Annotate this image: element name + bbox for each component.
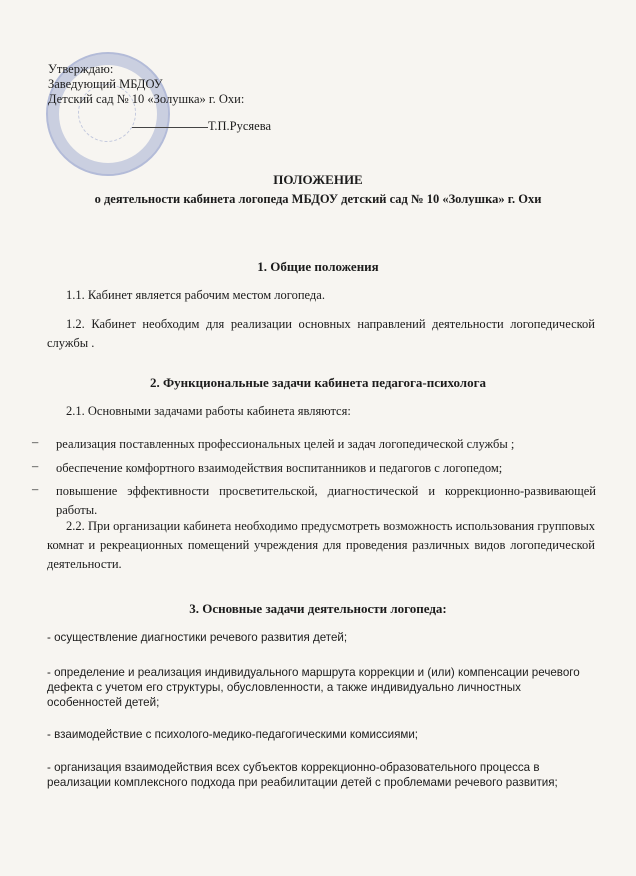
- signature-line: [48, 119, 271, 134]
- task-item-1: - осуществление диагностики речевого развития детей;: [47, 631, 348, 644]
- approval-line-2: Заведующий МБДОУ: [48, 77, 163, 91]
- section-2-heading: 2. Функциональные задачи кабинета педагога-психолога: [149, 375, 486, 390]
- signature-name: Т.П.Русяева: [208, 119, 271, 133]
- paragraph-2-2: 2.2. При организации кабинета необходимо предусмотреть возможность использования групповых комнат и рекреационных помещений учреждения для проведения различных видов логопедической деятельности.: [47, 519, 595, 571]
- bullet-item-3: повышение эффективности просветительской, диагностической и коррекционно-развивающей работы.: [56, 484, 596, 517]
- task-item-4: - организация взаимодействия всех субъектов коррекционно-образовательного процесса в реализации комплексного подхода при реабилитации детей с проблемами речевого развития;: [47, 761, 558, 789]
- section-1-heading: 1. Общие положения: [257, 259, 379, 274]
- bullet-dash: –: [32, 435, 39, 449]
- approval-block: [48, 62, 271, 134]
- approval-line-3: Детский сад № 10 «Золушка» г. Охи:: [48, 92, 245, 106]
- bullet-item-1: реализация поставленных профессиональных целей и задач логопедической службы ;: [56, 437, 515, 451]
- paragraph-1-1: 1.1. Кабинет является рабочим местом логопеда.: [66, 288, 325, 302]
- bullet-item-2: обеспечение комфортного взаимодействия воспитанников и педагогов с логопедом;: [56, 461, 503, 475]
- bullet-dash: –: [32, 459, 39, 473]
- paragraph-2-1: 2.1. Основными задачами работы кабинета являются:: [66, 404, 351, 418]
- task-item-2: - определение и реализация индивидуального маршрута коррекции и (или) компенсации речевого дефекта с учетом его структуры, обусловленности, а также индивидуально личностных особенностей детей;: [47, 666, 580, 709]
- task-item-3: - взаимодействие с психолого-медико-педагогическими комиссиями;: [47, 728, 419, 741]
- paragraph-1-2: 1.2. Кабинет необходим для реализации основных направлений деятельности логопедической службы .: [47, 317, 595, 350]
- signature-underline: [132, 127, 208, 128]
- approval-line-1: Утверждаю:: [48, 62, 114, 76]
- bullet-dash: –: [32, 482, 39, 496]
- document-title: ПОЛОЖЕНИЕ: [273, 172, 363, 187]
- section-3-heading: 3. Основные задачи деятельности логопеда:: [189, 601, 447, 616]
- document-subtitle: о деятельности кабинета логопеда МБДОУ детский сад № 10 «Золушка» г. Охи: [94, 192, 542, 206]
